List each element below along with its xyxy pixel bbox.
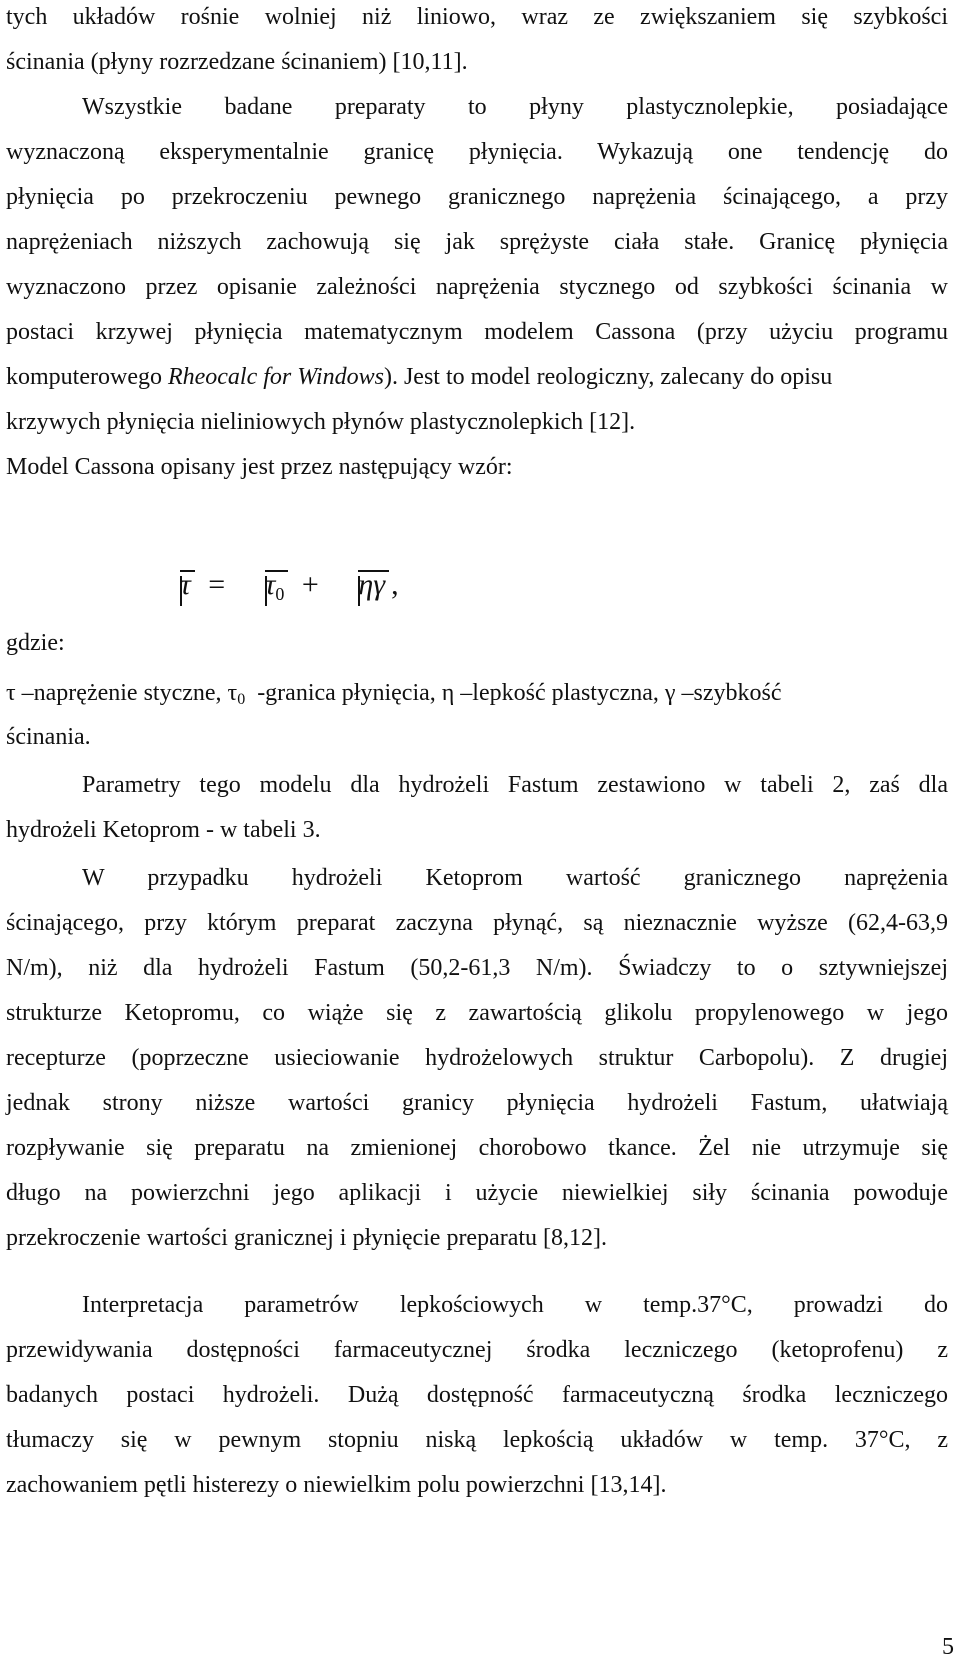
text-line: Parametry tego modelu dla hydrożeli Fastum zestawiono w tabeli 2, zaś dla bbox=[82, 772, 948, 798]
text-line: badanych postaci hydrożeli. Dużą dostępność farmaceutyczną środka leczniczego bbox=[6, 1382, 948, 1408]
text-line: Wszystkie badane preparaty to płyny plastycznolepkie, posiadające bbox=[82, 94, 948, 120]
text-line: ścinania. bbox=[6, 724, 91, 750]
formula-equals: = bbox=[208, 568, 226, 601]
text-line: postaci krzywej płynięcia matematycznym modelem Cassona (przy użyciu programu bbox=[6, 319, 948, 345]
text-line: strukturze Ketopromu, co wiąże się z zawartością glikolu propylenowego w jego bbox=[6, 1000, 948, 1026]
cassona-formula bbox=[158, 568, 409, 608]
text-line: ścinającego, przy którym preparat zaczyna płynąć, są nieznacznie wyższe (62,4-63,9 bbox=[6, 910, 948, 936]
text-line: wyznaczoną eksperymentalnie granicę płynięcia. Wykazują one tendencję do bbox=[6, 139, 948, 165]
text-line: tych układów rośnie wolniej niż liniowo, wraz ze zwiększaniem się szybkości bbox=[6, 4, 948, 30]
text-line bbox=[6, 678, 948, 715]
text-line: W przypadku hydrożeli Ketoprom wartość granicznego naprężenia bbox=[82, 865, 948, 891]
text-line: rozpływanie się preparatu na zmienionej chorobowo tkance. Żel nie utrzymuje się bbox=[6, 1135, 948, 1161]
formula-tau0-subscript: 0 bbox=[275, 584, 285, 604]
text-line: recepturze (poprzeczne usieciowanie hydrożelowych struktur Carbopolu). Z drugiej bbox=[6, 1045, 948, 1071]
text-line: gdzie: bbox=[6, 630, 65, 656]
text-line: przekroczenie wartości granicznej i płynięcie preparatu [8,12]. bbox=[6, 1225, 608, 1251]
formula-tau0: τ bbox=[264, 568, 276, 601]
software-name: Rheocalc for Windows bbox=[167, 364, 384, 390]
text-line: jednak strony niższe wartości granicy płynięcia hydrożeli Fastum, ułatwiają bbox=[6, 1090, 948, 1116]
formula-comma: , bbox=[391, 568, 399, 601]
text-line: tłumaczy się w pewnym stopniu niską lepkością układów w temp. 37°C, z bbox=[6, 1427, 948, 1453]
text-line: długo na powierzchni jego aplikacji i użycie niewielkiej siły ścinania powoduje bbox=[6, 1180, 948, 1206]
formula-eta-gamma: ηγ bbox=[358, 568, 386, 601]
text-line: zachowaniem pętli histerezy o niewielkim polu powierzchni [13,14]. bbox=[6, 1472, 667, 1498]
text-segment: ). Jest to model reologiczny, zalecany do opisu bbox=[383, 364, 833, 390]
text-line bbox=[6, 362, 832, 392]
formula-tau: τ bbox=[180, 568, 191, 601]
sqrt-symbol bbox=[243, 568, 285, 605]
text-segment: -granica płynięcia, η –lepkość plastyczna, γ –szybkość bbox=[251, 680, 782, 706]
text-line: przewidywania dostępności farmaceutycznej środka leczniczego (ketoprofenu) z bbox=[6, 1337, 948, 1363]
text-segment: τ –naprężenie styczne, τ bbox=[6, 680, 238, 706]
sqrt-symbol bbox=[158, 568, 191, 602]
subscript: 0 bbox=[237, 691, 246, 708]
formula-plus: + bbox=[301, 568, 319, 601]
page-number: 5 bbox=[942, 1634, 954, 1660]
text-line: N/m), niż dla hydrożeli Fastum (50,2-61,3 N/m). Świadczy to o sztywniejszej bbox=[6, 955, 948, 981]
text-line: naprężeniach niższych zachowują się jak sprężyste ciała stałe. Granicę płynięcia bbox=[6, 229, 948, 255]
text-line: Model Cassona opisany jest przez następujący wzór: bbox=[6, 454, 513, 480]
text-line: wyznaczono przez opisanie zależności naprężenia stycznego od szybkości ścinania w bbox=[6, 274, 948, 300]
text-line: płynięcia po przekroczeniu pewnego granicznego naprężenia ścinającego, a przy bbox=[6, 184, 948, 210]
text-line: hydrożeli Ketoprom - w tabeli 3. bbox=[6, 817, 321, 843]
text-line: ścinania (płyny rozrzedzane ścinaniem) [10,11]. bbox=[6, 49, 468, 75]
sqrt-symbol bbox=[336, 568, 385, 602]
text-line: Interpretacja parametrów lepkościowych w temp.37°C, prowadzi do bbox=[82, 1292, 948, 1318]
text-segment: komputerowego bbox=[6, 364, 168, 390]
text-line: krzywych płynięcia nieliniowych płynów plastycznolepkich [12]. bbox=[6, 409, 636, 435]
